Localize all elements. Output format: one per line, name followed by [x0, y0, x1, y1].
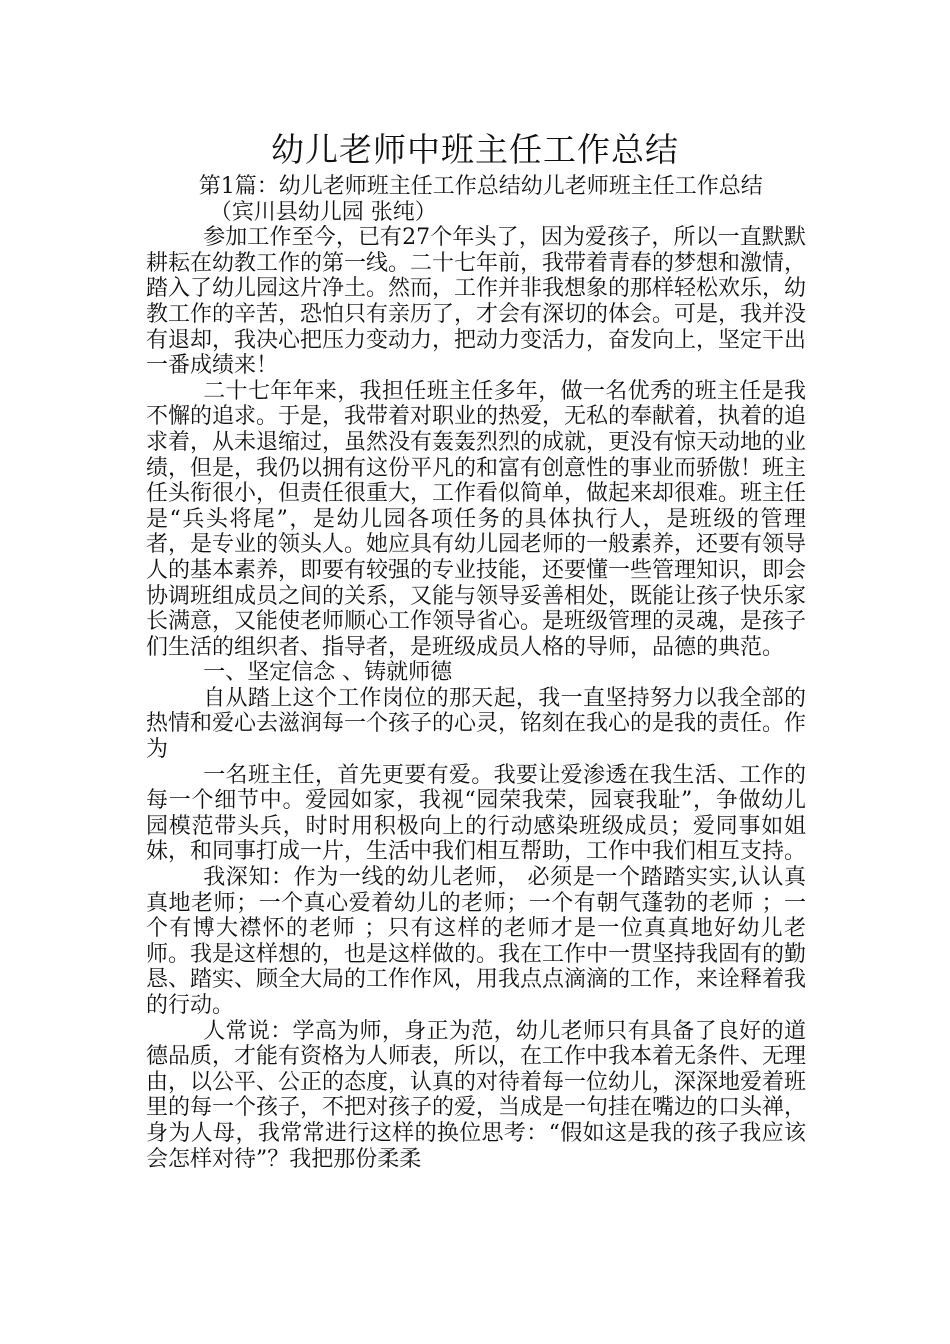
- section-heading-1: 一、坚定信念 、铸就师德: [203, 660, 453, 686]
- paragraph-4: 一名班主任，首先更要有爱。我要让爱渗透在我生活、工作的每一个细节中。爱园如家，我视“园荣我荣，园衰我耻”，争做幼儿园模范带头兵，时时用积极向上的行动感染班级成员；爱同事如姐妹，和同事打成一片，生活中我们相互帮助，工作中我们相互支持。: [146, 762, 807, 865]
- paragraph-2: 二十七年年来，我担任班主任多年，做一名优秀的班主任是我不懈的追求。于是，我带着对职业的热爱，无私的奉献着，执着的追求着，从未退缩过，虽然没有轰轰烈烈的成就，更没有惊天动地的业绩，但是，我仍以拥有这份平凡的和富有创意性的事业而骄傲！班主任头衔很小，但责任很重大，工作看似简单，做起来却很难。班主任是“兵头将尾”，是幼儿园各项任务的具体执行人，是班级的管理者，是专业的领头人。她应具有幼儿园老师的一般素养，还要有领导人的基本素养，即要有较强的专业技能，还要懂一些管理知识，即会协调班组成员之间的关系，又能与领导妥善相处，既能让孩子快乐家长满意，又能使老师顺心工作领导省心。是班级管理的灵魂，是孩子们生活的组织者、指导者，是班级成员人格的导师，品德的典范。: [146, 378, 807, 660]
- paragraph-3: 自从踏上这个工作岗位的那天起，我一直坚持努力以我全部的热情和爱心去滋润每一个孩子的心灵，铭刻在我心的是我的责任。作为: [146, 685, 807, 763]
- paragraph-5: 我深知：作为一线的幼儿老师， 必须是一个踏踏实实,认认真真地老师；一个真心爱着幼儿的老师；一个有朝气蓬勃的老师 ；一个有博大襟怀的老师 ；只有这样的老师才是一位真真地好幼儿老师。我是这样想的，也是这样做的。我在工作中一贯坚持我固有的勤恳、踏实、顾全大局的工作作风，用我点点滴滴的工作，来诠释着我的行动。: [146, 865, 807, 1018]
- paragraph-1: 参加工作至今，已有27个年头了，因为爱孩子，所以一直默默耕耘在幼教工作的第一线。二十七年前，我带着青春的梦想和激情，踏入了幼儿园这片净土。然而，工作并非我想象的那样轻松欢乐，幼教工作的辛苦，恐怕只有亲历了，才会有深切的体会。可是，我并没有退却，我决心把压力变动力，把动力变活力，奋发向上，坚定干出一番成绩来！: [146, 225, 807, 379]
- section-heading-part1: 第1篇：幼儿老师班主任工作总结幼儿老师班主任工作总结: [198, 174, 763, 199]
- document-body: [146, 174, 806, 1172]
- paragraph-6: 人常说：学高为师，身正为范，幼儿老师只有具备了良好的道德品质，才能有资格为人师表，所以，在工作中我本着无条件、无理由，以公平、公正的态度，认真的对待着每一位幼儿，深深地爱着班里的每一个孩子，不把对孩子的爱，当成是一句挂在嘴边的口头禅，身为人母，我常常进行这样的换位思考：“假如这是我的孩子我应该会怎样对待”？我把那份柔柔: [146, 1018, 807, 1172]
- author-line: （宾川县幼儿园 张纯）: [209, 199, 437, 225]
- document-title: 幼儿老师中班主任工作总结: [271, 130, 679, 169]
